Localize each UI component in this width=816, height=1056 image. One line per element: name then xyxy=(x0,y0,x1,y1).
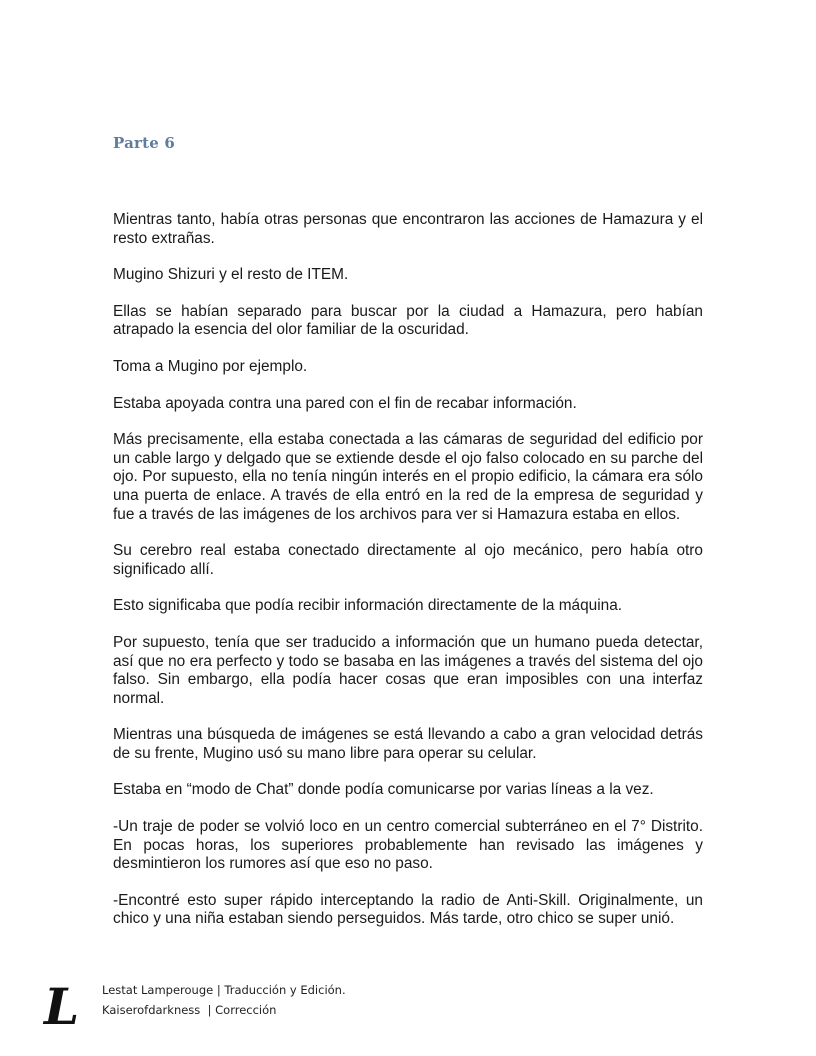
credits xyxy=(102,980,346,1020)
paragraph: Mientras una búsqueda de imágenes se está llevando a cabo a gran velocidad detrás de su frente, Mugino usó su mano libre para operar su celular. xyxy=(113,726,703,762)
svg-text:L: L xyxy=(44,980,80,1030)
paragraph: -Encontré esto super rápido interceptando la radio de Anti-Skill. Originalmente, un chico y una niña estaban siendo perseguidos. Más tarde, otro chico se super unió. xyxy=(113,891,703,928)
paragraph: Mientras tanto, había otras personas que encontraron las acciones de Hamazura y el resto extrañas. xyxy=(113,211,703,247)
paragraph: Toma a Mugino por ejemplo. xyxy=(113,357,308,375)
paragraph: Ellas se habían separado para buscar por la ciudad a Hamazura, pero habían atrapado la esencia del olor familiar de la oscuridad. xyxy=(113,302,703,339)
section-heading: Parte 6 xyxy=(113,134,176,152)
credit-translation: Lestat Lamperouge | Traducción y Edición. xyxy=(102,983,346,997)
paragraph: Más precisamente, ella estaba conectada a las cámaras de seguridad del edificio por un cable largo y delgado que se extiende desde el ojo falso colocado en su parche del ojo. Por supuesto, ella no tenía ningún interés en el propio edificio, la cámara era sólo una puerta de enlace. A través de ella entró en la red de la empresa de seguridad y fue a través de las imágenes de los archivos para ver si Hamazura estaba en ellos. xyxy=(113,431,703,523)
gothic-l-logo-icon xyxy=(42,980,86,1030)
page-footer xyxy=(42,980,442,1030)
paragraph: -Un traje de poder se volvió loco en un centro comercial subterráneo en el 7° Distrito. En pocas horas, los superiores probablemente han revisado las imágenes y desmintieron los rumores así que eso no paso. xyxy=(113,818,703,873)
paragraph: Su cerebro real estaba conectado directamente al ojo mecánico, pero había otro significado allí. xyxy=(113,542,703,578)
credit-correction: Kaiserofdarkness | Corrección xyxy=(102,1003,277,1017)
body-text xyxy=(113,211,703,947)
paragraph: Esto significaba que podía recibir información directamente de la máquina. xyxy=(113,597,623,615)
paragraph: Por supuesto, tenía que ser traducido a información que un humano pueda detectar, así que no era perfecto y todo se basaba en las imágenes a través del sistema del ojo falso. Sin embargo, ella podía hacer cosas que eran imposibles con una interfaz normal. xyxy=(113,633,703,707)
paragraph: Estaba apoyada contra una pared con el fin de recabar información. xyxy=(113,394,577,412)
paragraph: Mugino Shizuri y el resto de ITEM. xyxy=(113,266,349,284)
paragraph: Estaba en “modo de Chat” donde podía comunicarse por varias líneas a la vez. xyxy=(113,781,654,799)
